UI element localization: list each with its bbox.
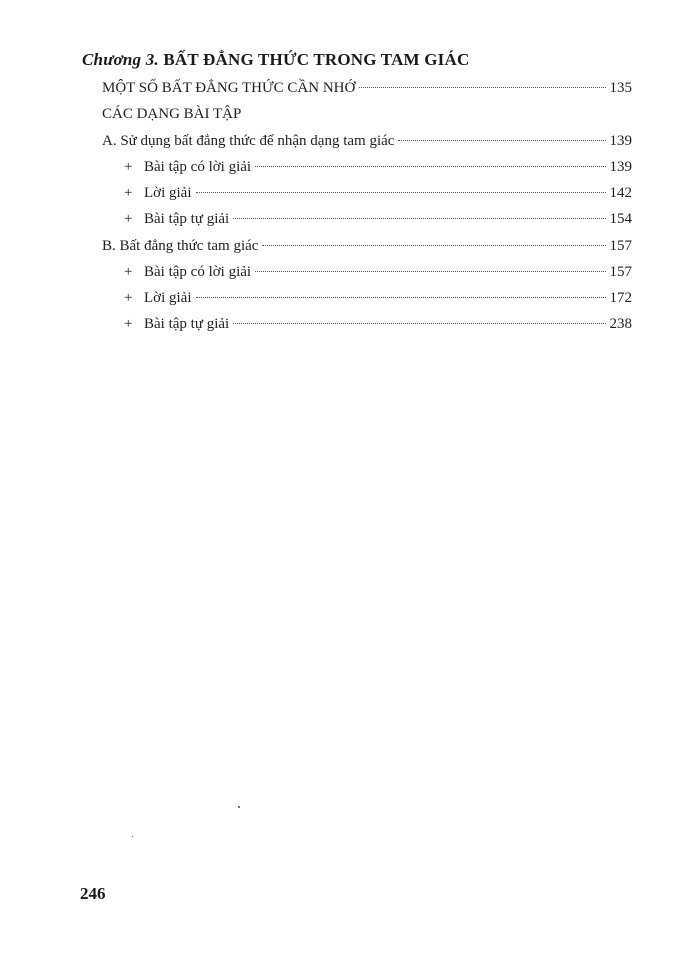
toc-entry-text: Bài tập tự giải (144, 316, 230, 332)
toc-entry-text: A. Sử dụng bất đẳng thức để nhận dạng tam giác (102, 133, 395, 149)
toc-subentry[interactable] (124, 159, 632, 176)
toc-entry[interactable] (102, 238, 632, 255)
toc-subentry[interactable] (124, 290, 632, 307)
toc-entry[interactable] (102, 80, 632, 97)
toc-subentry[interactable] (124, 211, 632, 228)
dot-leader (233, 218, 605, 219)
toc-subentry[interactable] (124, 185, 632, 202)
section-heading-text: CÁC DẠNG BÀI TẬP (102, 106, 242, 122)
toc-entry-page: 139 (609, 159, 632, 175)
bullet-plus: + (124, 264, 133, 280)
toc-entry-text: MỘT SỐ BẤT ĐẲNG THỨC CẦN NHỚ (102, 80, 356, 96)
toc-entry-page: 139 (609, 133, 632, 149)
toc-entry-page: 154 (609, 211, 632, 227)
chapter-name: BẤT ĐẲNG THỨC TRONG TAM GIÁC (163, 50, 470, 69)
toc-entry-page: 142 (609, 185, 632, 201)
dot-leader (255, 166, 605, 167)
dot-leader (233, 323, 605, 324)
toc-entry-text: B. Bất đẳng thức tam giác (102, 238, 259, 254)
bullet-plus: + (124, 159, 133, 175)
chapter-title (82, 50, 469, 70)
dot-leader (255, 271, 605, 272)
toc-entry-text: Lời giải (144, 185, 192, 201)
section-heading (102, 106, 241, 123)
toc-entry-page: 172 (609, 290, 632, 306)
dot-leader (196, 192, 606, 193)
chapter-label: Chương 3. (82, 50, 159, 69)
page-number: 246 (80, 884, 106, 903)
toc-entry-page: 135 (609, 80, 632, 96)
toc-entry-page: 157 (609, 238, 632, 254)
dot-leader (359, 87, 605, 88)
dot-leader (196, 297, 606, 298)
toc-entry-page: 238 (609, 316, 632, 332)
toc-entry-text: Bài tập tự giải (144, 211, 230, 227)
dot-leader (398, 140, 605, 141)
scan-speck (132, 836, 133, 837)
bullet-plus: + (124, 211, 133, 227)
bullet-plus: + (124, 185, 133, 201)
toc-entry-text: Lời giải (144, 290, 192, 306)
dot-leader (262, 245, 605, 246)
toc-entry-text: Bài tập có lời giải (144, 159, 252, 175)
toc-subentry[interactable] (124, 264, 632, 281)
bullet-plus: + (124, 290, 133, 306)
toc-entry[interactable] (102, 133, 632, 150)
toc-subentry[interactable] (124, 316, 632, 333)
bullet-plus: + (124, 316, 133, 332)
scan-speck (238, 806, 240, 808)
toc-entry-text: Bài tập có lời giải (144, 264, 252, 280)
toc-entry-page: 157 (609, 264, 632, 280)
